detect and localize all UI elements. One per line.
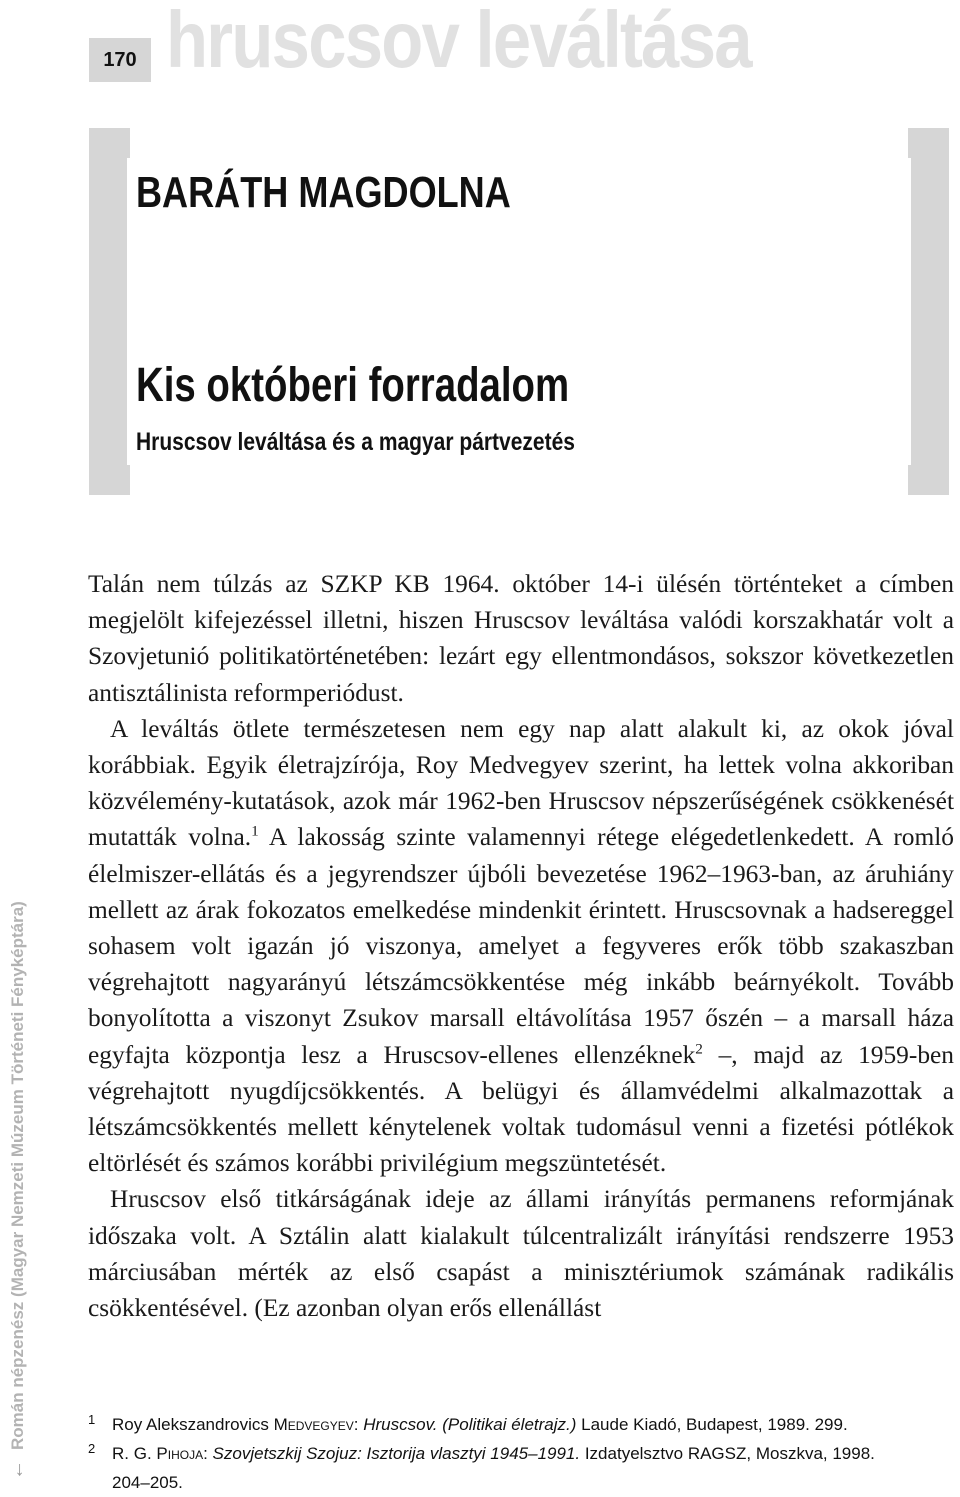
footnote-2-author-last: Pihoja — [156, 1444, 204, 1463]
footnote-ref-2[interactable]: 2 — [695, 1040, 703, 1058]
left-bracket-decoration — [89, 128, 130, 495]
footnote-1-text — [112, 1410, 954, 1439]
footnote-2-pages: 204–205. — [112, 1473, 183, 1492]
article-title: Kis októberi forradalom — [136, 359, 570, 412]
footnote-2-author-first: R. G. — [112, 1444, 157, 1463]
footnote-1-author-first: Roy Alekszandrovics — [112, 1415, 274, 1434]
footnote-2-number: 2 — [88, 1441, 96, 1456]
side-photo-caption — [6, 640, 29, 1480]
paragraph-3: Hruscsov első titkárságának ideje az állami irányítás permanens reformjának időszaka volt. A Sztálin alatt kialakult túlcentralizált irányítási rendszerre 1953 márciusában mérték az első csapást a minisztériumok számának radikális csökkentésével. (Ez azonban olyan erős ellenállást — [88, 1185, 954, 1323]
footnote-1-number: 1 — [88, 1412, 96, 1427]
paragraph-1: Talán nem túlzás az SZKP KB 1964. október 14-i ülésén történteket a címben megjelölt kifejezéssel illetni, hiszen Hruscsov leváltása valódi korszakhatár volt a Szovjetunió politikatörténetében: lezárt egy ellentmondásos, sokszor következetlen antisztálinista reformperiódust. — [88, 570, 954, 707]
article-subtitle: Hruscsov leváltása és a magyar pártvezetés — [136, 428, 575, 456]
article-body — [88, 566, 954, 1326]
footnote-ref-1[interactable]: 1 — [251, 822, 259, 840]
footnote-2-publisher: Izdatyelsztvo RAGSZ, Moszkva, 1998. — [580, 1444, 875, 1463]
footnote-2-text — [112, 1439, 954, 1468]
footnote-1-author-last: Medvegyev — [273, 1415, 354, 1434]
paragraph-2 — [88, 711, 954, 1182]
footnote-2 — [88, 1439, 954, 1468]
footnote-2-sep: : — [203, 1444, 213, 1463]
footnote-1-sep: : — [353, 1415, 364, 1434]
footnote-2-title: Szovjetszkij Szojuz: Isztorija vlasztyi 1945–1991. — [212, 1444, 581, 1463]
side-caption-text: Román népzenész (Magyar Nemzeti Múzeum Történeti Fényképtára) — [7, 901, 27, 1450]
paragraph-2-part-b: A lakosság szinte valamennyi rétege elégedetlenkedett. A romló élelmiszer-ellátás és a jegyrendszer újbóli bevezetése 1962–1963-ban, az áruhiány mellett az árak fokozatos emelkedése mindenkit érintett. Hruscsovnak a hadsereggel sohasem volt igazán jó viszonya, amelyet a fegyveres erők több szakaszban végrehajtott nagyarányú létszámcsökkentése még inkább beárnyékolt. Tovább bonyolította a viszonyt Zsukov marsall eltávolítása 1957 őszén – a marsall háza egyfajta központja lesz a Hruscsov-ellenes ellenzéknek — [88, 823, 955, 1069]
footnotes — [88, 1410, 954, 1497]
running-head: hruscsov leváltása — [166, 0, 751, 84]
footnote-1-publisher: Laude Kiadó, Budapest, 1989. 299. — [576, 1415, 848, 1434]
page-number: 170 — [89, 38, 151, 82]
paragraph-2-part-c: –, majd az 1959-ben végrehajtott nyugdíjcsökkentés. A belügyi és államvédelmi alkalmazottak a létszámcsökkentés mellett kénytelenek voltak tudomásul venni a fizetési pótlékok eltörlését és számos korábbi privilégium megszüntetését. — [88, 1040, 954, 1178]
footnote-1-title: Hruscsov. (Politikai életrajz.) — [363, 1415, 577, 1434]
footnote-1 — [88, 1410, 954, 1439]
paragraph-2-part-a: A leváltás ötlete természetesen nem egy nap alatt alakult ki, az okok jóval korábbiak. Egyik életrajzírója, Roy Medvegyev szerint, ha lettek volna akkoriban közvélemény-kutatások, azok már 1962-ben Hruscsov népszerűségének csökkenését mutatták volna. — [88, 714, 954, 852]
arrow-left-icon: ← — [6, 1460, 28, 1480]
article-author: BARÁTH MAGDOLNA — [136, 168, 511, 217]
right-bracket-decoration — [908, 128, 949, 495]
